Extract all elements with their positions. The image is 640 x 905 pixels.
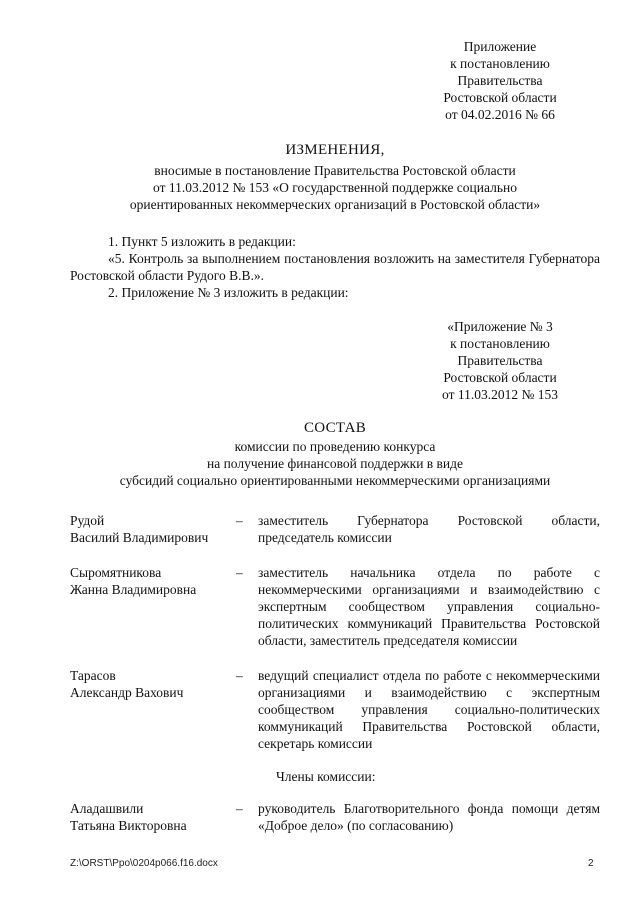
composition-subtitle (70, 438, 600, 489)
appendix3-line: от 11.03.2012 № 153 (442, 387, 558, 402)
members-heading: Члены комиссии: (276, 769, 376, 784)
item-2: 2. Приложение № 3 изложить в редакции: (108, 285, 349, 300)
member-name (70, 512, 236, 546)
changes-subtitle-line: ориентированных некоммерческих организаций в Ростовской области» (129, 197, 541, 212)
appendix-line: Приложение (463, 39, 537, 54)
item-1: 1. Пункт 5 изложить в редакции: (108, 234, 296, 249)
member-row (70, 800, 600, 834)
member-dash: – (236, 668, 243, 683)
member-given-name: Жанна Владимировна (70, 582, 197, 597)
file-path: Z:\ORST\Ppo\0204p066.f16.docx (70, 858, 218, 869)
member-position: руководитель Благотворительного фонда помощи детям «Доброе дело» (по согласованию) (258, 801, 600, 833)
member-given-name: Татьяна Викторовна (70, 818, 187, 833)
appendix-line: от 04.02.2016 № 66 (445, 107, 555, 122)
appendix-line: Правительства (457, 73, 543, 88)
member-surname: Аладашвили (70, 801, 144, 816)
changes-subtitle (70, 162, 600, 213)
composition-subtitle-line: субсидий социально ориентированными некоммерческими организациями (119, 473, 551, 488)
members2-list (70, 800, 600, 852)
composition-subtitle-line: комиссии по проведению конкурса (234, 439, 436, 454)
member-surname: Рудой (70, 513, 105, 528)
member-row (70, 564, 600, 649)
changes-title: ИЗМЕНЕНИЯ, (285, 142, 385, 158)
changes-subtitle-line: от 11.03.2012 № 153 «О государственной поддержке социально (153, 180, 517, 195)
appendix3-line: «Приложение № 3 (447, 319, 553, 334)
member-name (70, 564, 236, 649)
appendix-line: Ростовской области (443, 90, 557, 105)
member-dash: – (236, 801, 243, 816)
page-number: 2 (588, 858, 594, 869)
member-name (70, 800, 236, 834)
member-surname: Тарасов (70, 668, 116, 683)
item-1-text: «5. Контроль за выполнением постановления возложить на заместителя Губернатора Ростовской области Рудого В.В.». (70, 251, 600, 283)
member-position: заместитель начальника отдела по работе с некоммерческими организациями и взаимодействию с экспертным сообществом управления социально-политических коммуникаций Правительства Ростовской области, заместитель председателя комиссии (258, 565, 600, 648)
appendix3-line: к постановлению (450, 336, 550, 351)
member-position: ведущий специалист отдела по работе с некоммерческими организациями и взаимодействию с экспертным сообществом управления социально-политических коммуникаций Правительства Ростовской области, секретарь комиссии (258, 668, 600, 751)
appendix3-line: Правительства (457, 353, 543, 368)
appendix3-line: Ростовской области (443, 370, 557, 385)
member-dash: – (236, 513, 243, 528)
changes-subtitle-line: вносимые в постановление Правительства Ростовской области (154, 163, 516, 178)
member-name (70, 667, 236, 752)
member-row (70, 512, 600, 546)
member-surname: Сыромятникова (70, 565, 162, 580)
member-position: заместитель Губернатора Ростовской области, председатель комиссии (258, 513, 600, 545)
member-given-name: Василий Владимирович (70, 530, 209, 545)
appendix-line: к постановлению (450, 56, 550, 71)
composition-subtitle-line: на получение финансовой поддержки в виде (206, 456, 464, 471)
members-list (70, 512, 600, 770)
member-given-name: Александр Вахович (70, 685, 184, 700)
composition-title: СОСТАВ (303, 420, 367, 436)
member-dash: – (236, 565, 243, 580)
appendix3-block (415, 318, 585, 403)
member-row (70, 667, 600, 752)
appendix-block (415, 38, 585, 123)
